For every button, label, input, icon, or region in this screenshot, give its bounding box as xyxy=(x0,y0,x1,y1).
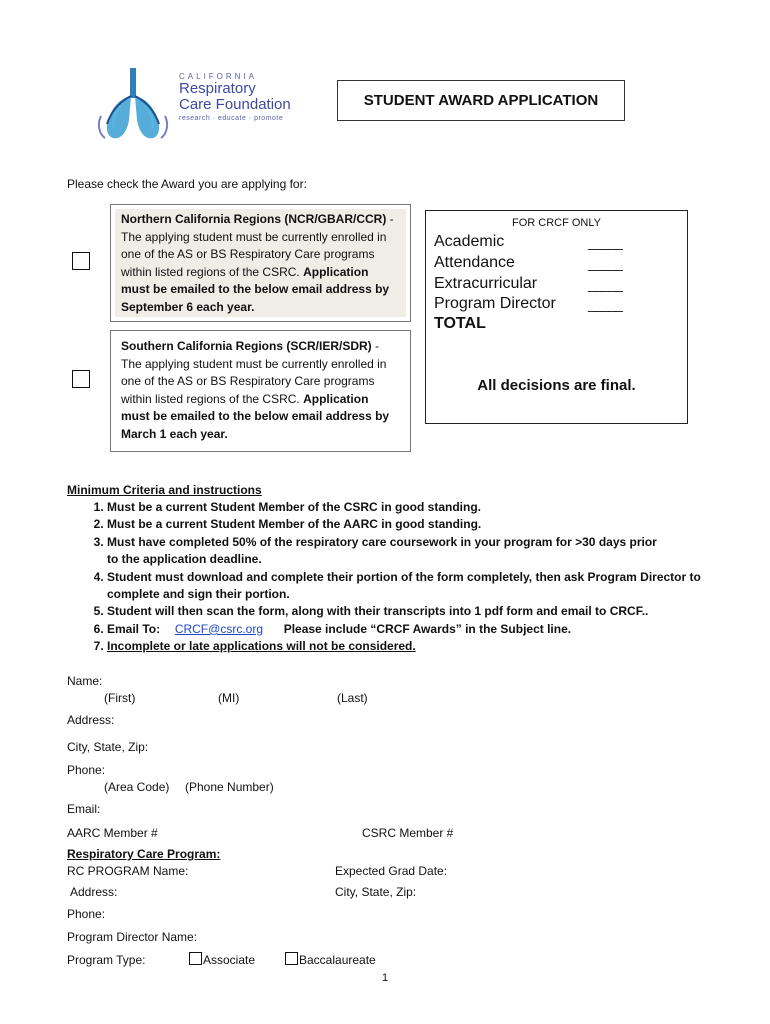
grad-date-label: Expected Grad Date: xyxy=(335,864,448,878)
program-heading: Respiratory Care Program: xyxy=(67,847,221,861)
logo-tagline: research · educate · promote xyxy=(179,115,284,122)
award-north-desc: - The applying student must be currently enrolled in one of the AS or BS Respiratory Care programs within listed regions of the CSRC. xyxy=(121,212,394,279)
page-number: 1 xyxy=(381,972,389,984)
associate-label: Associate xyxy=(203,953,256,967)
score-attendance-blank[interactable]: _____ xyxy=(588,255,622,271)
address-label: Address: xyxy=(67,713,115,727)
logo-line1: Respiratory xyxy=(179,80,256,97)
award-south-desc: - The applying student must be currently enrolled in one of the AS or BS Respiratory Care programs within listed regions of the CSRC. xyxy=(121,339,387,406)
criteria-item: 1. Must be a current Student Member of the CSRC in good standing. xyxy=(107,499,717,516)
associate-checkbox[interactable] xyxy=(189,952,202,965)
score-total-label: TOTAL xyxy=(434,315,486,332)
program-type-label: Program Type: xyxy=(67,953,146,967)
criteria-item: 5. Student will then scan the form, along with their transcripts into 1 pdf form and email to CRCF.. xyxy=(107,603,717,620)
criteria-section xyxy=(67,482,717,656)
logo-top-text: CALIFORNIA xyxy=(179,72,258,81)
award-south-checkbox[interactable] xyxy=(72,370,90,388)
aarc-member-label: AARC Member # xyxy=(67,826,158,840)
crcf-only-box xyxy=(425,210,688,424)
score-academic-blank[interactable]: _____ xyxy=(588,234,622,250)
email-to-label: Email To: xyxy=(107,621,161,636)
logo-line2: Care Foundation xyxy=(179,96,291,113)
city-state-zip-label: City, State, Zip: xyxy=(67,740,149,754)
email-subject-note: Please include “CRCF Awards” in the Subject line. xyxy=(283,621,572,636)
crcf-email-link[interactable]: CRCF@csrc.org xyxy=(174,621,263,636)
name-label: Name: xyxy=(67,674,103,688)
criteria-item: 4. Student must download and complete their portion of the form completely, then ask Program Director to complete and sign their portion. xyxy=(107,569,717,604)
criteria-item: 2. Must be a current Student Member of the AARC in good standing. xyxy=(107,516,717,533)
program-phone-label: Phone: xyxy=(67,907,106,921)
award-south-deadline: Application must be emailed to the below email address by March 1 each year. xyxy=(121,391,390,441)
score-director-label: Program Director xyxy=(434,295,556,312)
criteria-item: 3. Must have completed 50% of the respiratory care coursework in your program for >30 days prior to the application deadline. xyxy=(107,534,717,569)
score-director-blank[interactable]: _____ xyxy=(588,296,622,312)
crcf-header: FOR CRCF ONLY xyxy=(511,217,602,229)
award-north-box xyxy=(110,204,411,322)
page-title: STUDENT AWARD APPLICATION xyxy=(337,80,625,121)
award-south-box xyxy=(110,330,411,452)
score-academic-label: Academic xyxy=(434,233,505,250)
criteria-heading: Minimum Criteria and instructions xyxy=(67,483,262,497)
email-label: Email: xyxy=(67,802,101,816)
criteria-item-email xyxy=(107,621,717,638)
award-prompt: Please check the Award you are applying for: xyxy=(67,177,307,191)
baccalaureate-label: Baccalaureate xyxy=(299,953,376,967)
award-south-region: Southern California Regions (SCR/IER/SDR) xyxy=(121,339,372,353)
area-code-hint: (Area Code) xyxy=(104,780,170,794)
baccalaureate-checkbox[interactable] xyxy=(285,952,298,965)
award-north-deadline: Application must be emailed to the below email address by September 6 each year. xyxy=(121,264,390,314)
program-director-label: Program Director Name: xyxy=(67,930,198,944)
score-extracurricular-blank[interactable]: _____ xyxy=(588,276,622,292)
score-attendance-label: Attendance xyxy=(434,254,515,271)
award-north-checkbox[interactable] xyxy=(72,252,90,270)
baccalaureate-option[interactable] xyxy=(285,952,376,969)
criteria-list xyxy=(67,499,717,656)
program-city-label: City, State, Zip: xyxy=(335,885,417,899)
last-name-hint: (Last) xyxy=(337,691,368,705)
rc-program-label: RC PROGRAM Name: xyxy=(67,864,189,878)
csrc-member-label: CSRC Member # xyxy=(362,826,454,840)
lungs-icon xyxy=(91,66,175,142)
associate-option[interactable] xyxy=(189,952,255,969)
phone-label: Phone: xyxy=(67,763,106,777)
phone-number-hint: (Phone Number) xyxy=(185,780,274,794)
decisions-final-note: All decisions are final. xyxy=(477,377,636,394)
award-north-region: Northern California Regions (NCR/GBAR/CCR) xyxy=(121,212,387,226)
first-name-hint: (First) xyxy=(104,691,136,705)
criteria-item-warning: 7. Incomplete or late applications will not be considered. xyxy=(107,638,717,655)
crcf-logo xyxy=(67,48,329,144)
middle-initial-hint: (MI) xyxy=(218,691,240,705)
score-extracurricular-label: Extracurricular xyxy=(434,275,538,292)
program-address-label: Address: xyxy=(70,885,118,899)
